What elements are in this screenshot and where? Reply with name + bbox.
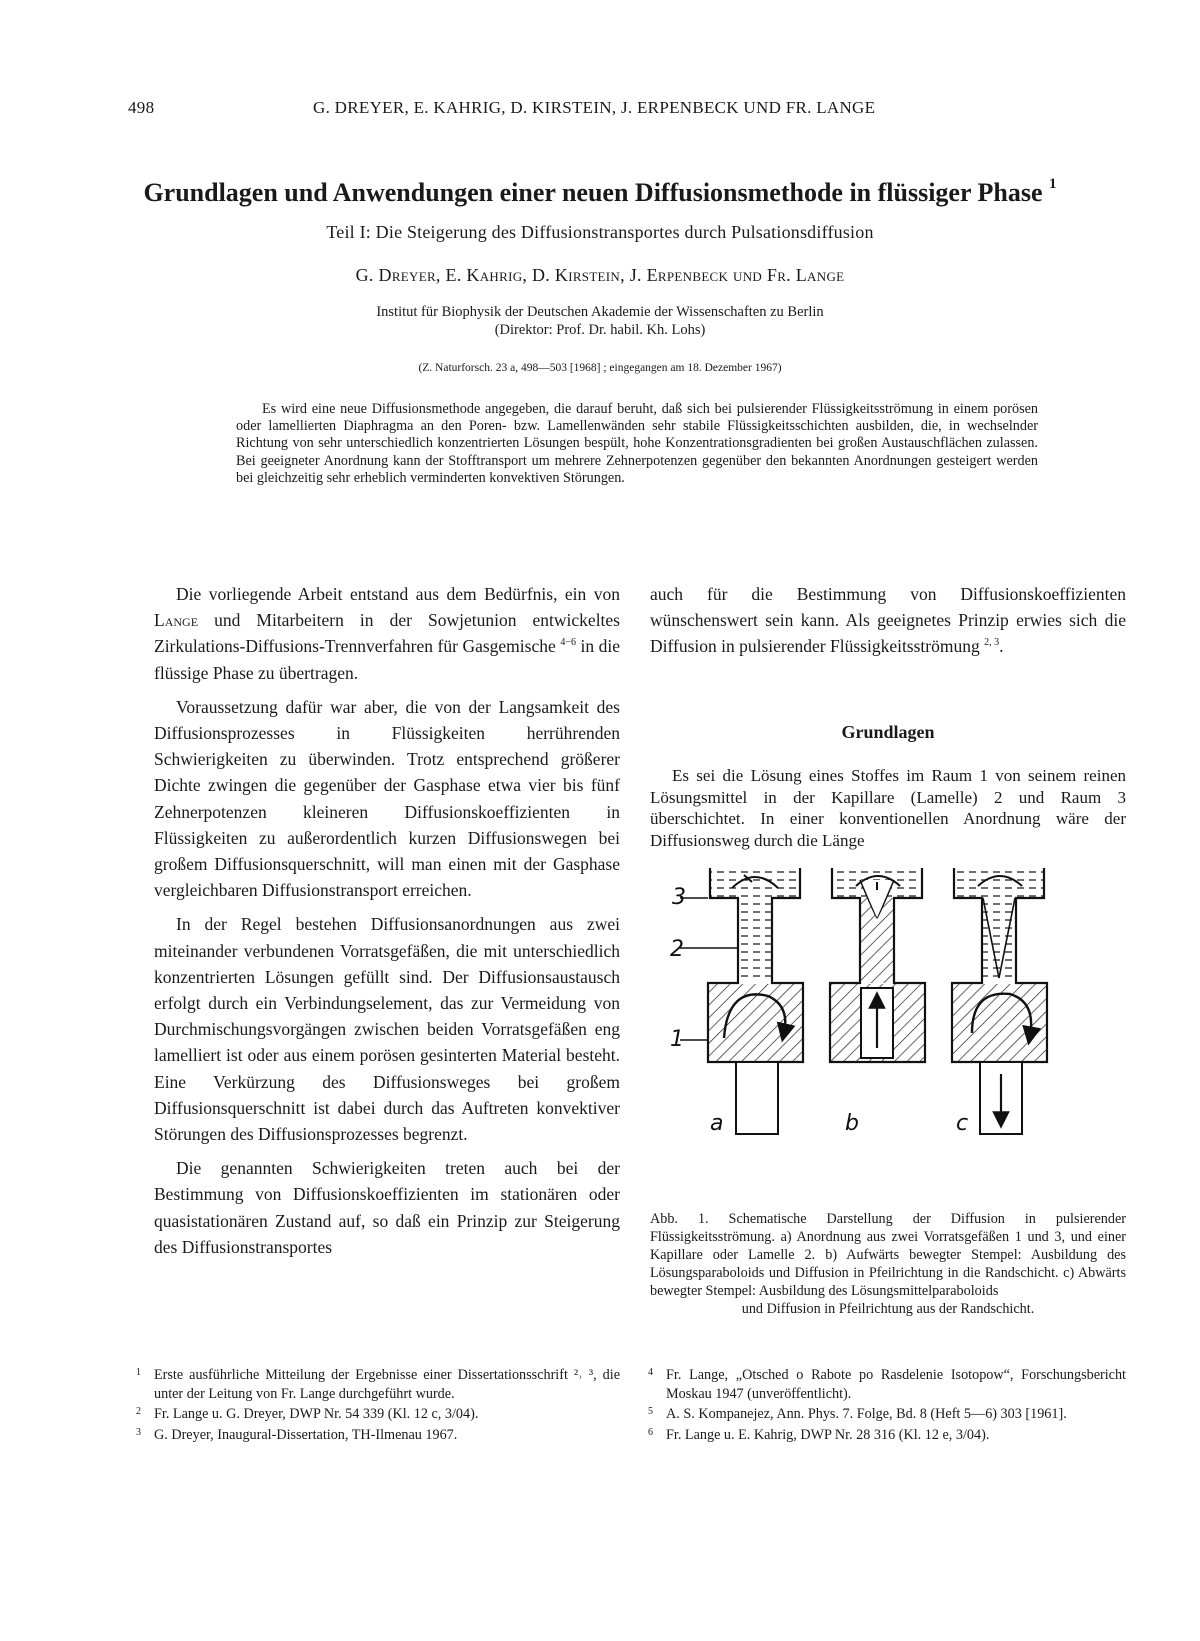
rp1-text-a: auch für die Bestimmung von Diffusionskoeffizienten wünschenswert sein kann. Als geeignetes Prinzip erwies sich die Diffusion in pulsierender Flüssigkeitsströmung [650, 584, 1126, 657]
paragraph-4: Die genannten Schwierigkeiten treten auch bei der Bestimmung von Diffusionskoeffizienten im stationären oder quasistationären Zustand auf, so daß ein Prinzip zur Steigerung des Diffusionstransportes [154, 1158, 620, 1257]
p1-text-c: in die flüssige Phase zu übertragen. [154, 636, 621, 683]
p1-author-name: Lange [154, 610, 199, 631]
p1-text-a: Die vorliegende Arbeit entstand aus dem Bedürfnis, ein von [176, 584, 620, 604]
institution-line-1: Institut für Biophysik der Deutschen Akademie der Wissenschaften zu Berlin [376, 304, 824, 320]
right-column [650, 581, 1126, 668]
institution-line-2: (Direktor: Prof. Dr. habil. Kh. Lohs) [494, 322, 706, 338]
section-paragraph: Es sei die Lösung eines Stoffes im Raum 1 von seinem reinen Lösungsmittel in der Kapillare (Lamelle) 2 und Raum 3 überschichtet. In einer konventionellen Anordnung wäre der Diffusionsweg durch die Länge [650, 766, 1126, 850]
label-a: a [710, 1111, 724, 1136]
footnote [136, 1426, 620, 1445]
author-byline: G. Dreyer, E. Kahrig, D. Kirstein, J. Erpenbeck und Fr. Lange [355, 265, 845, 285]
p1-text-b: und Mitarbeitern in der Sowjetunion entwickeltes Zirkulations-Diffusions-Trennverfahren für Gasgemische [154, 610, 620, 657]
article-subtitle: Teil I: Die Steigerung des Diffusionstransportes durch Pulsationsdiffusion [326, 222, 874, 242]
apparatus-b [830, 868, 925, 1134]
footnote-mark: 2 [136, 1406, 141, 1417]
apparatus-a [680, 868, 803, 1134]
footnote-text: A. S. Kompanejez, Ann. Phys. 7. Folge, Bd. 8 (Heft 5—6) 303 [1961]. [666, 1406, 1067, 1422]
footnotes-left [136, 1366, 620, 1446]
footnote-mark: 5 [648, 1406, 653, 1417]
left-column [154, 581, 620, 1268]
footnotes-right [648, 1366, 1126, 1446]
rp1-reference: 2, 3 [984, 637, 1000, 649]
abstract: Es wird eine neue Diffusionsmethode angegeben, die darauf beruht, daß sich bei pulsierender Flüssigkeitsströmung in einem porösen oder lamellierten Diaphragma an den Poren- bzw. Lamellenwänden sehr stabile Flüssigkeitsschichten ausbilden, die, in wechselnder Richtung von sehr unterschiedlich konzentrierten Lösungen bespült, hohe Konzentrationsgradienten bei großen Austauschflächen zulassen. Bei geeigneter Anordnung kann der Stofftransport um mehrere Zehnerpotenzen gegenüber den bekannten Anordnungen gesteigert werden bei gleichzeitig sehr erheblich verminderten konvektiven Störungen. [236, 401, 1038, 486]
footnote [136, 1366, 620, 1403]
label-2: 2 [670, 937, 684, 962]
rp1-text-b: . [999, 636, 1004, 657]
footnote-text: G. Dreyer, Inaugural-Dissertation, TH-Ilmenau 1967. [154, 1426, 458, 1443]
right-paragraph-1 [650, 581, 1126, 660]
caption-main: Abb. 1. Schematische Darstellung der Diffusion in pulsierender Flüssigkeitsströmung. a) Anordnung aus zwei Vorratsgefäßen 1 und 3, und einer Kapillare oder Lamelle 2. b) Aufwärts bewegter Stempel: Ausbildung des Lösungsparaboloids und Diffusion in Pfeilrichtung in die Randschicht. c) Abwärts bewegter Stempel: Ausbildung des Lösungsmittelparaboloids [650, 1211, 1126, 1299]
label-3: 3 [672, 885, 686, 910]
caption-last-line: und Diffusion in Pfeilrichtung aus der Randschicht. [741, 1301, 1035, 1317]
footnote-mark: 6 [648, 1426, 653, 1438]
footnote-text: Fr. Lange, „Otsched o Rabote po Rasdelenie Isotopow“, Forschungsbericht Moskau 1947 (unveröffentlicht). [666, 1367, 1126, 1402]
footnote [648, 1426, 1126, 1445]
paragraph-1 [154, 581, 620, 686]
label-1: 1 [670, 1027, 684, 1052]
footnote [648, 1366, 1126, 1403]
citation-line: (Z. Naturforsch. 23 a, 498—503 [1968] ; eingegangen am 18. Dezember 1967) [418, 362, 782, 374]
label-b: b [845, 1111, 859, 1136]
institution [0, 303, 1200, 339]
apparatus-c [952, 868, 1047, 1134]
title-text: Grundlagen und Anwendungen einer neuen Diffusionsmethode in flüssiger Phase [143, 178, 1043, 207]
article-title [0, 178, 1200, 208]
figure-caption [650, 1210, 1126, 1318]
footnote-mark: 3 [136, 1426, 141, 1438]
diffusion-diagram [670, 868, 1100, 1243]
piston-a [736, 1062, 778, 1134]
page-number: 498 [128, 98, 155, 117]
running-head-authors: G. DREYER, E. KAHRIG, D. KIRSTEIN, J. ERPENBECK UND FR. LANGE [313, 98, 876, 117]
footnote [648, 1405, 1126, 1424]
section-heading: Grundlagen [841, 722, 935, 742]
footnote-text: Fr. Lange u. E. Kahrig, DWP Nr. 28 316 (Kl. 12 e, 3/04). [666, 1426, 990, 1443]
paragraph-2: Voraussetzung dafür war aber, die von der Langsamkeit des Diffusionsprozesses in Flüssigkeiten herrührenden Schwierigkeiten zu überwinden. Trotz entsprechend größerer Dichte zwingen die gegenüber der Gasphase etwa vier bis fünf Zehnerpotenzen kleineren Diffusionskoeffizienten in Flüssigkeiten zu außerordentlich kurzen Diffusionswegen bei großem Diffusionsquerschnitt, will man einen mit der Gasphase vergleichbaren Diffusionstransport erreichen. [154, 696, 620, 901]
paragraph-3: In der Regel bestehen Diffusionsanordnungen aus zwei miteinander verbundenen Vorratsgefäßen, die mit unterschiedlich konzentrierten Lösungen gefüllt sind. Der Diffusionsaustausch erfolgt durch ein Verbindungselement, das zur Vermeidung von Durchmischungsvorgängen zwischen beiden Vorratsgefäßen eng lamelliert ist oder aus einem porösen gesinterten Material besteht. Eine Verkürzung des Diffusionsweges bei großem Diffusionsquerschnitt ist dabei durch das Auftreten konvektiver Störungen des Diffusionsprozesses begrenzt. [154, 914, 620, 1145]
footnote-text: Erste ausführliche Mitteilung der Ergebnisse einer Dissertationsschrift ²˒ ³, die unter der Leitung von Fr. Lange durchgeführt wurde. [154, 1367, 620, 1402]
footnote [136, 1405, 620, 1424]
p1-reference: 4−6 [560, 637, 576, 649]
label-c: c [956, 1111, 969, 1136]
title-footnote-mark: 1 [1049, 176, 1057, 192]
footnote-mark: 4 [648, 1367, 653, 1378]
footnote-text: Fr. Lange u. G. Dreyer, DWP Nr. 54 339 (Kl. 12 c, 3/04). [154, 1406, 479, 1422]
figure-1 [670, 868, 1100, 1243]
footnote-mark: 1 [136, 1367, 141, 1378]
